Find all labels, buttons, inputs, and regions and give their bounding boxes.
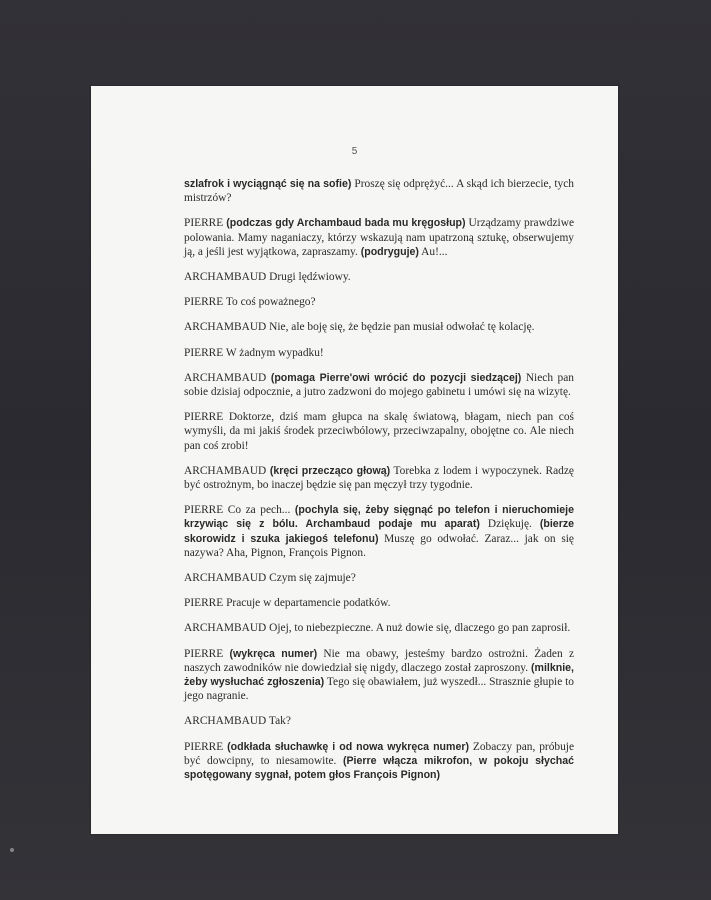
dialogue-text: Au!...	[418, 245, 448, 258]
dialogue-text: ARCHAMBAUD Drugi lędźwiowy.	[184, 271, 351, 284]
dialogue-text: Proszę się odprężyć... A skąd ich bierzecie, tych mistrzów?	[184, 178, 575, 205]
stage-direction: (kręci przecząco głową)	[269, 464, 391, 477]
paragraph	[184, 503, 574, 560]
stage-direction: (podryguje)	[360, 245, 419, 258]
dialogue-text: Tego się obawiałem, już wyszedł... Strasznie głupie to jego nagranie.	[184, 676, 575, 703]
paragraph	[184, 410, 574, 453]
dialogue-text: PIERRE Pracuje w departamencie podatków.	[184, 597, 391, 610]
dialogue-text: PIERRE	[184, 740, 228, 753]
stage-direction: (wykręca numer)	[229, 647, 318, 660]
dialogue-text: ARCHAMBAUD	[184, 464, 270, 477]
dialogue-text: Nie ma obawy, jesteśmy bardzo ostrożni. Żaden z naszych zawodników nie dowiedział się nigdy, dlaczego został zaproszony.	[184, 647, 575, 674]
paragraph	[184, 464, 574, 492]
paragraph	[184, 621, 574, 635]
paragraph	[184, 320, 574, 334]
dialogue-text: Urządzamy prawdziwe polowania. Mamy naganiaczy, którzy wskazują nam upatrzoną sztukę, obserwujemy ją, a jeśli jest wyjątkowa, zapraszamy.	[184, 217, 575, 258]
paragraph	[184, 216, 574, 259]
dialogue-text: PIERRE To coś poważnego?	[184, 296, 316, 309]
paragraph	[184, 295, 574, 309]
dialogue-text: Dziękuję.	[479, 518, 540, 531]
paragraph	[184, 647, 574, 704]
dialogue-text: ARCHAMBAUD Czym się zajmuje?	[184, 572, 356, 585]
dialogue-text: PIERRE Co za pech...	[184, 504, 295, 517]
dialogue-text: ARCHAMBAUD Tak?	[184, 715, 291, 728]
paragraph	[184, 346, 574, 360]
paragraph	[184, 270, 574, 284]
stage-direction: (pochyla się, żeby sięgnąć po telefon i nieruchomieje krzywiąc się z bólu. Archambaud podaje mu aparat)	[184, 504, 574, 531]
dialogue-text: ARCHAMBAUD Ojej, to niebezpieczne. A nuż dowie się, dlaczego go pan zaprosił.	[184, 622, 571, 635]
document-page	[91, 86, 618, 834]
stage-direction: (pomaga Pierre'owi wrócić do pozycji siedzącej)	[270, 371, 522, 384]
paragraph	[184, 177, 574, 205]
stage-direction: (milknie, żeby wysłuchać zgłoszenia)	[184, 661, 574, 689]
paragraph	[184, 596, 574, 610]
dialogue-text: Niech pan sobie dzisiaj odpocznie, a jutro zadzwoni do mojego gabinetu i umówi się na wizytę.	[184, 371, 574, 399]
dialogue-text: Zobaczy pan, próbuje być dowcipny, to niesamowite.	[184, 740, 574, 767]
dialogue-text: ARCHAMBAUD	[184, 371, 271, 384]
scan-speck	[10, 848, 14, 852]
dialogue-text: Muszę go odwołać. Zaraz... jak on się nazywa? Aha, Pignon, François Pignon.	[184, 532, 574, 559]
document-text	[184, 177, 574, 793]
dialogue-text: PIERRE W żadnym wypadku!	[184, 346, 324, 359]
stage-direction: (bierze skorowidz i szuka jakiegoś telefonu)	[184, 518, 575, 545]
stage-direction: (Pierre włącza mikrofon, w pokoju słychać spotęgowany sygnał, potem głos François Pignon)	[184, 754, 574, 782]
dialogue-text: ARCHAMBAUD Nie, ale boję się, że będzie pan musiał odwołać tę kolację.	[184, 321, 535, 334]
dialogue-text: Torebka z lodem i wypoczynek. Radzę być ostrożnym, bo inaczej będzie się pan męczył trzy tygodnie.	[184, 464, 574, 492]
stage-direction: szlafrok i wyciągnąć się na sofie)	[184, 178, 352, 190]
page-number: 5	[351, 146, 358, 157]
paragraph	[184, 571, 574, 585]
dialogue-text: PIERRE	[184, 217, 227, 230]
stage-direction: (podczas gdy Archambaud bada mu kręgosłup)	[226, 217, 466, 230]
stage-direction: (odkłada słuchawkę i od nowa wykręca numer)	[227, 740, 469, 753]
paragraph	[184, 740, 574, 783]
dialogue-text: PIERRE	[184, 647, 230, 660]
dialogue-text: PIERRE Doktorze, dziś mam głupca na skalę światową, błagam, niech pan coś wymyśli, da mi jakiś środek przeciwbólowy, przeciwzapalny, obojętne co. Ale niech pan coś zrobi!	[184, 411, 574, 452]
paragraph	[184, 714, 574, 728]
paragraph	[184, 371, 574, 399]
